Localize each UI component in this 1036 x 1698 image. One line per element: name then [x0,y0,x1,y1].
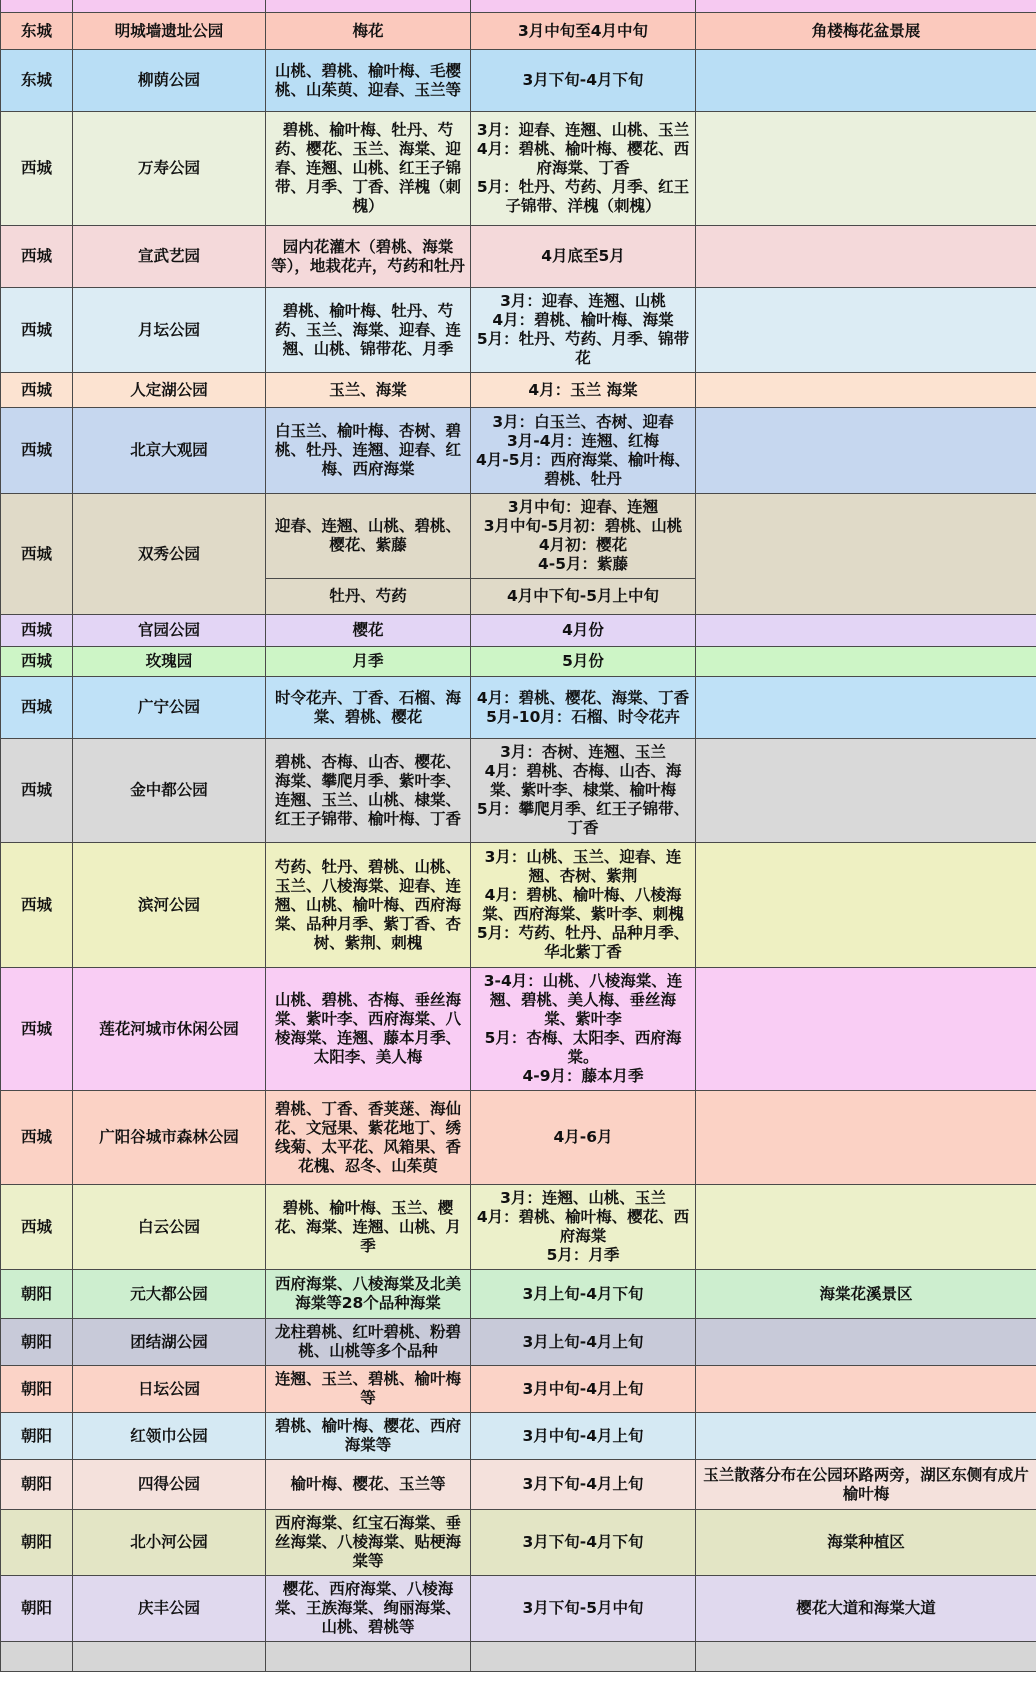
table-row [1,1319,1036,1366]
note-cell[interactable]: 海棠种植区 [696,1510,1036,1576]
note-cell[interactable] [696,739,1036,843]
park-name-cell[interactable]: 月坛公园 [73,288,266,373]
park-name-cell[interactable]: 宣武艺园 [73,226,266,288]
flower-list-cell[interactable]: 碧桃、杏梅、山杏、樱花、海棠、攀爬月季、紫叶李、连翘、玉兰、山桃、棣棠、红王子锦带、榆叶梅、丁香 [266,739,471,843]
district-cell[interactable]: 西城 [1,647,73,677]
note-cell[interactable] [696,1366,1036,1413]
flower-list-cell[interactable]: 梅花 [266,13,471,50]
note-cell[interactable] [696,112,1036,226]
district-cell[interactable]: 西城 [1,408,73,494]
table-row [1,1413,1036,1460]
flower-list-cell[interactable]: 碧桃、榆叶梅、玉兰、樱花、海棠、连翘、山桃、月季 [266,1185,471,1270]
note-cell[interactable] [696,1642,1036,1672]
cell-partial[interactable] [1,0,73,13]
bloom-period-cell[interactable]: 3月下旬-4月下旬 [471,50,696,112]
flower-list-cell[interactable]: 碧桃、榆叶梅、樱花、西府海棠等 [266,1413,471,1460]
note-cell[interactable] [696,677,1036,739]
note-cell[interactable]: 海棠花溪景区 [696,1270,1036,1319]
flower-list-cell[interactable]: 碧桃、榆叶梅、牡丹、芍药、樱花、玉兰、海棠、迎春、连翘、山桃、红王子锦带、月季、丁香、洋槐（刺槐） [266,112,471,226]
park-name-cell[interactable]: 金中都公园 [73,739,266,843]
bloom-period-cell[interactable]: 4月：玉兰 海棠 [471,373,696,408]
district-cell[interactable]: 西城 [1,739,73,843]
flower-list-cell[interactable]: 白玉兰、榆叶梅、杏树、碧桃、牡丹、连翘、迎春、红梅、西府海棠 [266,408,471,494]
park-name-cell[interactable]: 四得公园 [73,1460,266,1510]
note-cell[interactable] [696,373,1036,408]
note-cell[interactable] [696,1185,1036,1270]
flower-list-cell[interactable]: 樱花、西府海棠、八棱海棠、王族海棠、绚丽海棠、山桃、碧桃等 [266,1576,471,1642]
table-row [1,1366,1036,1413]
district-cell[interactable]: 朝阳 [1,1270,73,1319]
bloom-period-cell[interactable]: 3-4月：山桃、八棱海棠、连翘、碧桃、美人梅、垂丝海棠、紫叶李 5月：杏梅、太阳李、西府海棠。 4-9月：藤本月季 [471,968,696,1091]
cell-partial[interactable] [696,0,1036,13]
park-name-cell[interactable]: 白云公园 [73,1185,266,1270]
table-body [1,0,1036,1672]
bloom-period-cell[interactable] [471,1642,696,1672]
table-row [1,677,1036,739]
bloom-period-cell[interactable]: 4月份 [471,615,696,647]
park-name-cell[interactable]: 柳荫公园 [73,50,266,112]
table-row [1,843,1036,968]
district-cell[interactable]: 西城 [1,615,73,647]
table-row [1,1576,1036,1642]
park-name-cell[interactable] [73,1642,266,1672]
flower-list-cell[interactable]: 牡丹、芍药 [266,579,471,615]
bloom-period-cell[interactable]: 4月：碧桃、樱花、海棠、丁香 5月-10月：石榴、时令花卉 [471,677,696,739]
table-row [1,226,1036,288]
flower-list-cell[interactable]: 龙柱碧桃、红叶碧桃、粉碧桃、山桃等多个品种 [266,1319,471,1366]
table-row [1,615,1036,647]
table-row [1,739,1036,843]
table-row [1,1185,1036,1270]
bloom-period-cell[interactable]: 3月：山桃、玉兰、迎春、连翘、杏树、紫荆 4月：碧桃、榆叶梅、八棱海棠、西府海棠、紫叶李、刺槐 5月：芍药、牡丹、品种月季、华北紫丁香 [471,843,696,968]
table-row-partial [1,0,1036,13]
table-row [1,494,1036,579]
flower-list-cell[interactable]: 迎春、连翘、山桃、碧桃、樱花、紫藤 [266,494,471,579]
cell-partial[interactable] [266,0,471,13]
bloom-period-cell[interactable]: 3月下旬-4月上旬 [471,1460,696,1510]
table-row [1,408,1036,494]
park-name-cell[interactable]: 滨河公园 [73,843,266,968]
district-cell[interactable]: 朝阳 [1,1366,73,1413]
bloom-period-cell[interactable]: 3月：杏树、连翘、玉兰 4月：碧桃、杏梅、山杏、海棠、紫叶李、棣棠、榆叶梅 5月：攀爬月季、红王子锦带、丁香 [471,739,696,843]
bloom-period-cell[interactable]: 5月份 [471,647,696,677]
district-cell[interactable]: 西城 [1,373,73,408]
park-name-cell[interactable]: 玫瑰园 [73,647,266,677]
table-row [1,647,1036,677]
bloom-period-cell[interactable]: 3月：迎春、连翘、山桃、玉兰 4月：碧桃、榆叶梅、樱花、西府海棠、丁香 5月：牡丹、芍药、月季、红王子锦带、洋槐（刺槐） [471,112,696,226]
bloom-period-cell[interactable]: 4月-6月 [471,1091,696,1185]
district-cell[interactable]: 西城 [1,1091,73,1185]
district-cell[interactable]: 东城 [1,13,73,50]
note-cell[interactable] [696,843,1036,968]
flower-list-cell[interactable]: 芍药、牡丹、碧桃、山桃、玉兰、八棱海棠、迎春、连翘、山桃、榆叶梅、西府海棠、品种月季、紫丁香、杏树、紫荆、刺槐 [266,843,471,968]
table-row [1,13,1036,50]
park-name-cell[interactable]: 红领巾公园 [73,1413,266,1460]
park-name-cell[interactable]: 万寿公园 [73,112,266,226]
park-name-cell[interactable]: 人定湖公园 [73,373,266,408]
bloom-period-cell[interactable]: 3月：迎春、连翘、山桃 4月：碧桃、榆叶梅、海棠 5月：牡丹、芍药、月季、锦带花 [471,288,696,373]
district-cell[interactable]: 朝阳 [1,1510,73,1576]
district-cell[interactable]: 朝阳 [1,1413,73,1460]
flower-list-cell[interactable]: 月季 [266,647,471,677]
park-name-cell[interactable]: 北小河公园 [73,1510,266,1576]
table-row [1,1642,1036,1672]
flower-list-cell[interactable]: 玉兰、海棠 [266,373,471,408]
table-row [1,288,1036,373]
table-row [1,50,1036,112]
note-cell[interactable] [696,408,1036,494]
table-row [1,1460,1036,1510]
cell-partial[interactable] [73,0,266,13]
note-cell[interactable] [696,1091,1036,1185]
flower-list-cell[interactable]: 樱花 [266,615,471,647]
table-row [1,1270,1036,1319]
cell-partial[interactable] [471,0,696,13]
flower-list-cell[interactable]: 西府海棠、八棱海棠及北美海棠等28个品种海棠 [266,1270,471,1319]
note-cell[interactable] [696,615,1036,647]
note-cell[interactable] [696,1413,1036,1460]
flower-list-cell[interactable]: 碧桃、丁香、香荚蒾、海仙花、文冠果、紫花地丁、绣线菊、太平花、风箱果、香花槐、忍冬、山茱萸 [266,1091,471,1185]
park-name-cell[interactable]: 明城墙遗址公园 [73,13,266,50]
note-cell[interactable] [696,226,1036,288]
flower-list-cell[interactable]: 西府海棠、红宝石海棠、垂丝海棠、八棱海棠、贴梗海棠等 [266,1510,471,1576]
bloom-period-cell[interactable]: 3月中旬-4月上旬 [471,1366,696,1413]
table-row [1,1091,1036,1185]
flower-list-cell[interactable]: 碧桃、榆叶梅、牡丹、芍药、玉兰、海棠、迎春、连翘、山桃、锦带花、月季 [266,288,471,373]
bloom-period-cell[interactable]: 3月上旬-4月上旬 [471,1319,696,1366]
note-cell[interactable] [696,288,1036,373]
park-name-cell[interactable]: 团结湖公园 [73,1319,266,1366]
table-row [1,1510,1036,1576]
district-cell[interactable]: 朝阳 [1,1576,73,1642]
park-name-cell[interactable]: 庆丰公园 [73,1576,266,1642]
table-row [1,112,1036,226]
park-name-cell[interactable]: 广阳谷城市森林公园 [73,1091,266,1185]
flower-list-cell[interactable]: 园内花灌木（碧桃、海棠等），地栽花卉，芍药和牡丹 [266,226,471,288]
note-cell[interactable] [696,647,1036,677]
flower-list-cell[interactable] [266,1642,471,1672]
bloom-period-cell[interactable]: 3月中旬：迎春、连翘 3月中旬-5月初：碧桃、山桃 4月初：樱花 4-5月：紫藤 [471,494,696,579]
table-row [1,968,1036,1091]
park-name-cell[interactable]: 广宁公园 [73,677,266,739]
bloom-period-cell[interactable]: 3月中旬至4月中旬 [471,13,696,50]
district-cell[interactable]: 西城 [1,1185,73,1270]
flower-list-cell[interactable]: 时令花卉、丁香、石榴、海棠、碧桃、樱花 [266,677,471,739]
bloom-period-cell[interactable]: 4月底至5月 [471,226,696,288]
district-cell[interactable]: 西城 [1,112,73,226]
district-cell[interactable] [1,1642,73,1672]
bloom-period-cell[interactable]: 3月中旬-4月上旬 [471,1413,696,1460]
flower-list-cell[interactable]: 山桃、碧桃、杏梅、垂丝海棠、紫叶李、西府海棠、八棱海棠、连翘、藤本月季、太阳李、美人梅 [266,968,471,1091]
note-cell[interactable] [696,1319,1036,1366]
district-cell[interactable]: 西城 [1,677,73,739]
district-cell[interactable]: 西城 [1,968,73,1091]
table-row [1,373,1036,408]
park-name-cell[interactable]: 北京大观园 [73,408,266,494]
district-cell[interactable]: 西城 [1,288,73,373]
park-name-cell[interactable]: 莲花河城市休闲公园 [73,968,266,1091]
park-name-cell[interactable]: 官园公园 [73,615,266,647]
bloom-period-cell[interactable]: 4月中下旬-5月上中旬 [471,579,696,615]
note-cell[interactable] [696,50,1036,112]
district-cell[interactable]: 朝阳 [1,1460,73,1510]
district-cell[interactable]: 朝阳 [1,1319,73,1366]
park-name-cell[interactable]: 元大都公园 [73,1270,266,1319]
note-cell[interactable]: 樱花大道和海棠大道 [696,1576,1036,1642]
flower-list-cell[interactable]: 连翘、玉兰、碧桃、榆叶梅等 [266,1366,471,1413]
flower-list-cell[interactable]: 山桃、碧桃、榆叶梅、毛樱桃、山茱萸、迎春、玉兰等 [266,50,471,112]
district-cell[interactable]: 西城 [1,843,73,968]
bloom-period-cell[interactable]: 3月下旬-4月下旬 [471,1510,696,1576]
flower-list-cell[interactable]: 榆叶梅、樱花、玉兰等 [266,1460,471,1510]
park-name-cell[interactable]: 日坛公园 [73,1366,266,1413]
note-cell[interactable]: 角楼梅花盆景展 [696,13,1036,50]
district-cell[interactable]: 西城 [1,226,73,288]
district-cell[interactable]: 东城 [1,50,73,112]
note-cell[interactable] [696,494,1036,615]
district-cell[interactable]: 西城 [1,494,73,615]
bloom-period-cell[interactable]: 3月：连翘、山桃、玉兰 4月：碧桃、榆叶梅、樱花、西府海棠 5月：月季 [471,1185,696,1270]
note-cell[interactable]: 玉兰散落分布在公园环路两旁，湖区东侧有成片榆叶梅 [696,1460,1036,1510]
bloom-period-cell[interactable]: 3月上旬-4月下旬 [471,1270,696,1319]
park-name-cell[interactable]: 双秀公园 [73,494,266,615]
note-cell[interactable] [696,968,1036,1091]
bloom-period-cell[interactable]: 3月：白玉兰、杏树、迎春 3月-4月：连翘、红梅 4月-5月：西府海棠、榆叶梅、碧桃、牡丹 [471,408,696,494]
bloom-period-cell[interactable]: 3月下旬-5月中旬 [471,1576,696,1642]
